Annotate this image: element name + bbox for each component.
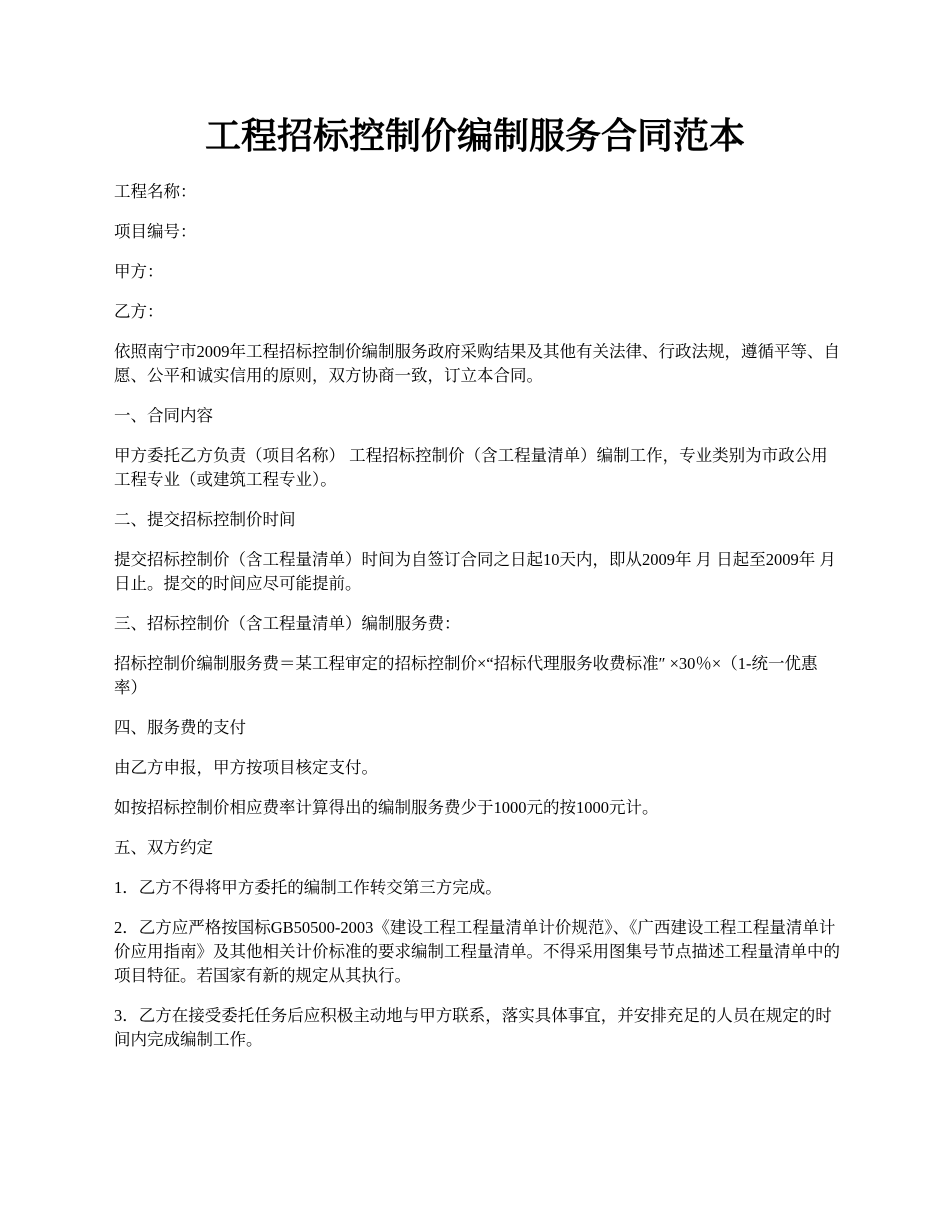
document-body [114,180,842,1068]
service-fee-formula-paragraph: 招标控制价编制服务费＝某工程审定的招标控制价×“招标代理服务收费标准″ ×30％×（1-统一优惠率） [114,654,818,697]
section-heading-contract-content: 一、合同内容 [114,406,213,425]
preamble-paragraph: 依照南宁市2009年工程招标控制价编制服务政府采购结果及其他有关法律、行政法规，遵循平等、自愿、公平和诚实信用的原则，双方协商一致，订立本合同。 [114,342,840,385]
agreement-item-2: 2．乙方应严格按国标GB50500-2003《建设工程工程量清单计价规范》、《广西建设工程工程量清单计价应用指南》及其他相关计价标准的要求编制工程量清单。不得采用图集号节点描述工程量清单中的项目特征。若国家有新的规定从其执行。 [114,918,840,985]
minimum-fee-paragraph: 如按招标控制价相应费率计算得出的编制服务费少于1000元的按1000元计。 [114,798,659,817]
section-heading-agreements: 五、双方约定 [114,838,213,857]
field-party-a: 甲方： [114,262,164,281]
fee-payment-paragraph: 由乙方申报，甲方按项目核定支付。 [114,758,378,777]
field-party-b: 乙方： [114,302,164,321]
contract-content-paragraph: 甲方委托乙方负责（项目名称） 工程招标控制价（含工程量清单）编制工作，专业类别为市政公用工程专业（或建筑工程专业）。 [114,446,828,489]
section-heading-fee-payment: 四、服务费的支付 [114,718,246,737]
agreement-item-3: 3．乙方在接受委托任务后应积极主动地与甲方联系，落实具体事宜，并安排充足的人员在规定的时间内完成编制工作。 [114,1006,832,1049]
document-title: 工程招标控制价编制服务合同范本 [204,116,745,156]
field-project-number: 项目编号： [114,222,197,241]
agreement-item-1: 1．乙方不得将甲方委托的编制工作转交第三方完成。 [114,878,502,897]
field-project-name: 工程名称： [114,182,197,201]
section-heading-submission-time: 二、提交招标控制价时间 [114,510,296,529]
section-heading-service-fee: 三、招标控制价（含工程量清单）编制服务费： [114,614,461,633]
submission-time-paragraph: 提交招标控制价（含工程量清单）时间为自签订合同之日起10天内，即从2009年 月 日起至2009年 月 日止。提交的时间应尽可能提前。 [114,550,836,593]
